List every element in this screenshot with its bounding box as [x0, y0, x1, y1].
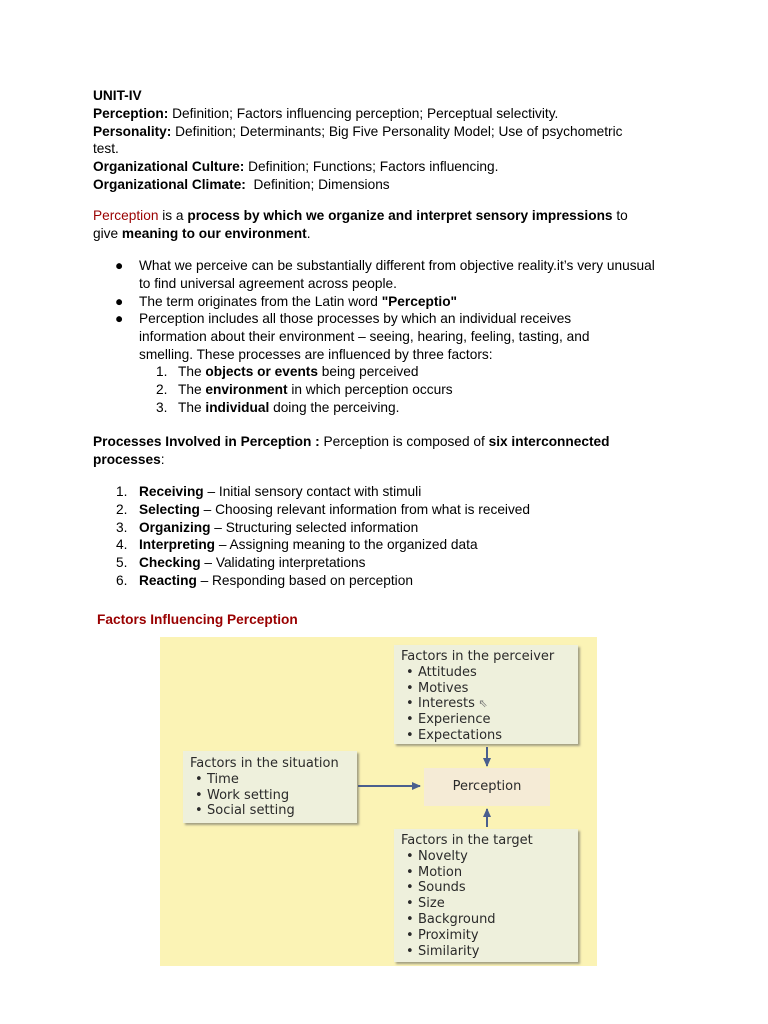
- list-item: • Motives: [406, 681, 578, 697]
- unit-line-culture: Organizational Culture: Definition; Functions; Factors influencing.: [93, 159, 499, 175]
- unit-line-climate: Organizational Climate: Definition; Dimensions: [93, 176, 390, 192]
- situation-factors-title: Factors in the situation: [190, 756, 339, 771]
- list-item: • Interests ⇖: [406, 696, 578, 712]
- list-item: • Attitudes: [406, 665, 578, 681]
- target-factors-title: Factors in the target: [401, 833, 533, 848]
- list-item: • Background: [406, 912, 578, 928]
- processes-heading: Processes Involved in Perception : Perception is composed of six interconnected processes:: [93, 434, 610, 467]
- target-factors-box: [394, 829, 578, 962]
- list-item: • Proximity: [406, 928, 578, 944]
- list-item: • Social setting: [195, 803, 357, 819]
- list-item: 3. The individual doing the perceiving.: [156, 399, 400, 415]
- list-item: • Work setting: [195, 788, 357, 804]
- list-item: • Motion: [406, 865, 578, 881]
- list-item: 1. The objects or events being perceived: [156, 364, 419, 379]
- unit-line-personality: Personality: Definition; Determinants; Big Five Personality Model; Use of psychometric: [93, 123, 623, 139]
- list-item: • Novelty: [406, 849, 578, 865]
- processes-list: [116, 483, 676, 590]
- list-item: ● What we perceive can be substantially different from objective reality.it’s very unusual to find universal agreement across people.: [115, 258, 655, 291]
- list-item: • Similarity: [406, 944, 578, 960]
- unit-title: UNIT-IV: [93, 88, 142, 103]
- unit-line-personality-cont: test.: [93, 141, 119, 157]
- perception-center-box: Perception: [424, 768, 550, 806]
- situation-factors-box: [183, 751, 357, 823]
- perception-definition: Perception is a process by which we organize and interpret sensory impressions to give meaning to our environment.: [93, 208, 628, 241]
- list-item: 4. Interpreting – Assigning meaning to the organized data: [116, 537, 478, 553]
- three-factors-list: [156, 363, 453, 416]
- list-item: 6. Reacting – Responding based on perception: [116, 572, 413, 588]
- unit-line-perception: Perception: Definition; Factors influencing perception; Perceptual selectivity.: [93, 105, 559, 121]
- perception-bullets: [115, 257, 685, 364]
- list-item: 2. Selecting – Choosing relevant information from what is received: [116, 501, 531, 517]
- list-item: 1. Receiving – Initial sensory contact with stimuli: [116, 484, 422, 499]
- list-item: • Experience: [406, 712, 578, 728]
- list-item: 3. Organizing – Structuring selected information: [116, 519, 419, 535]
- cursor-icon: ⇖: [474, 697, 488, 711]
- factors-heading: Factors Influencing Perception: [97, 612, 298, 627]
- perceiver-factors-box: [394, 645, 578, 744]
- perception-term: Perception: [93, 208, 159, 223]
- perception-factors-diagram: [160, 637, 597, 966]
- list-item: ● The term originates from the Latin word "Perceptio": [115, 293, 458, 309]
- list-item: 5. Checking – Validating interpretations: [116, 555, 366, 571]
- list-item: • Expectations: [406, 728, 578, 744]
- list-item: • Sounds: [406, 880, 578, 896]
- unit-header: [93, 87, 673, 194]
- list-item: 2. The environment in which perception occurs: [156, 381, 453, 397]
- perceiver-factors-title: Factors in the perceiver: [401, 649, 555, 664]
- list-item: • Time: [195, 772, 357, 788]
- list-item: ● Perception includes all those processes by which an individual receives information about their environment – seeing, hearing, feeling, tasting, and smelling. These processes are influenced by three factors:: [115, 311, 590, 362]
- list-item: • Size: [406, 896, 578, 912]
